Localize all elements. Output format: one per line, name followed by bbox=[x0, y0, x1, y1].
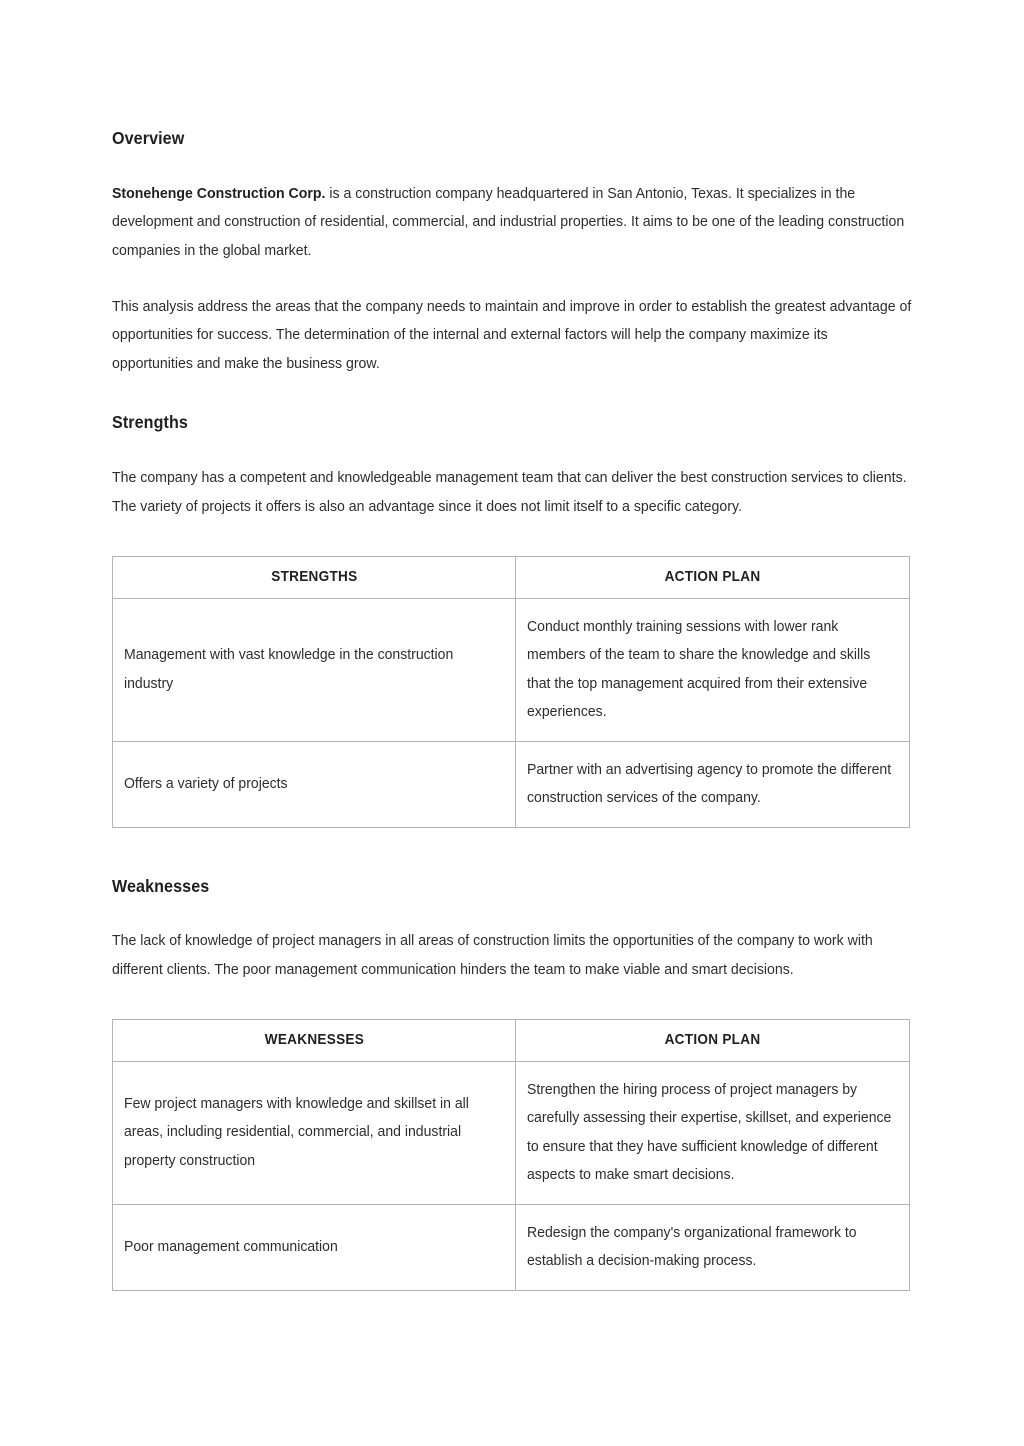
table-row bbox=[113, 741, 910, 827]
weakness-action-cell bbox=[516, 1204, 910, 1290]
strength-item-cell bbox=[113, 741, 516, 827]
column-header-strengths-label: STRENGTHS bbox=[270, 568, 358, 585]
strength-action-cell bbox=[516, 598, 910, 741]
weaknesses-paragraph-text: The lack of knowledge of project managers in all areas of construction limits the opportunities of the company to work with different clients. The poor management communication hinders the team to make viable and smart decisions. bbox=[112, 932, 873, 978]
overview-paragraph-2-text: This analysis address the areas that the company needs to maintain and improve in order to establish the greatest advantage of opportunities for success. The determination of the internal and external factors will help the company maximize its opportunities and make the business grow. bbox=[112, 297, 912, 372]
column-header-action-plan-label: ACTION PLAN bbox=[664, 1031, 761, 1048]
weakness-action-text: Strengthen the hiring process of project managers by carefully assessing their expertise, skillset, and experience to ensure that they have sufficient knowledge of different aspects to make smart decisions. bbox=[527, 1080, 892, 1184]
weakness-item-text: Few project managers with knowledge and skillset in all areas, including residential, commercial, and industrial property construction bbox=[124, 1094, 469, 1169]
weakness-action-text: Redesign the company's organizational framework to establish a decision-making process. bbox=[527, 1223, 857, 1270]
overview-paragraph-1 bbox=[112, 180, 912, 266]
section-heading-overview: Overview bbox=[112, 128, 185, 148]
overview-paragraph-1-text: is a construction company headquartered in San Antonio, Texas. It specializes in the development and construction of residential, commercial, and industrial properties. It aims to be one of the leading construction companies in the global market. bbox=[112, 184, 905, 260]
column-header-action-plan-label: ACTION PLAN bbox=[664, 568, 761, 585]
weakness-item-cell bbox=[113, 1061, 516, 1204]
table-row bbox=[113, 1061, 910, 1204]
weaknesses-paragraph bbox=[112, 927, 912, 984]
strengths-paragraph-text: The company has a competent and knowledgeable management team that can deliver the best construction services to clients. The variety of projects it offers is also an advantage since it does not limit itself to a specific category. bbox=[112, 469, 907, 515]
table-header-row bbox=[113, 1019, 910, 1061]
strength-item-cell bbox=[113, 598, 516, 741]
strengths-action-plan-table bbox=[112, 556, 910, 828]
strength-item-text: Management with vast knowledge in the construction industry bbox=[124, 646, 454, 692]
table-header-row bbox=[113, 556, 910, 598]
weakness-item-text: Poor management communication bbox=[124, 1237, 338, 1255]
column-header-action-plan bbox=[516, 1019, 910, 1061]
section-spacer bbox=[112, 828, 912, 876]
strength-item-text: Offers a variety of projects bbox=[124, 774, 288, 792]
strength-action-cell bbox=[516, 741, 910, 827]
weakness-item-cell bbox=[113, 1204, 516, 1290]
column-header-weaknesses-label: WEAKNESSES bbox=[264, 1031, 364, 1048]
column-header-weaknesses bbox=[113, 1019, 516, 1061]
strength-action-text: Conduct monthly training sessions with lower rank members of the team to share the knowledge and skills that the top management acquired from their extensive experiences. bbox=[527, 617, 871, 720]
document-body bbox=[112, 128, 912, 1291]
column-header-strengths bbox=[113, 556, 516, 598]
section-heading-weaknesses: Weaknesses bbox=[112, 875, 210, 896]
weaknesses-action-plan-table bbox=[112, 1019, 910, 1291]
column-header-action-plan bbox=[516, 556, 910, 598]
company-name-lead: Stonehenge Construction Corp. bbox=[112, 184, 326, 202]
weakness-action-cell bbox=[516, 1061, 910, 1204]
overview-paragraph-2 bbox=[112, 293, 912, 379]
table-row bbox=[113, 598, 910, 741]
strength-action-text: Partner with an advertising agency to promote the different construction services of the company. bbox=[527, 760, 892, 806]
strengths-paragraph bbox=[112, 464, 912, 521]
table-row bbox=[113, 1204, 910, 1290]
section-heading-strengths: Strengths bbox=[112, 412, 188, 433]
